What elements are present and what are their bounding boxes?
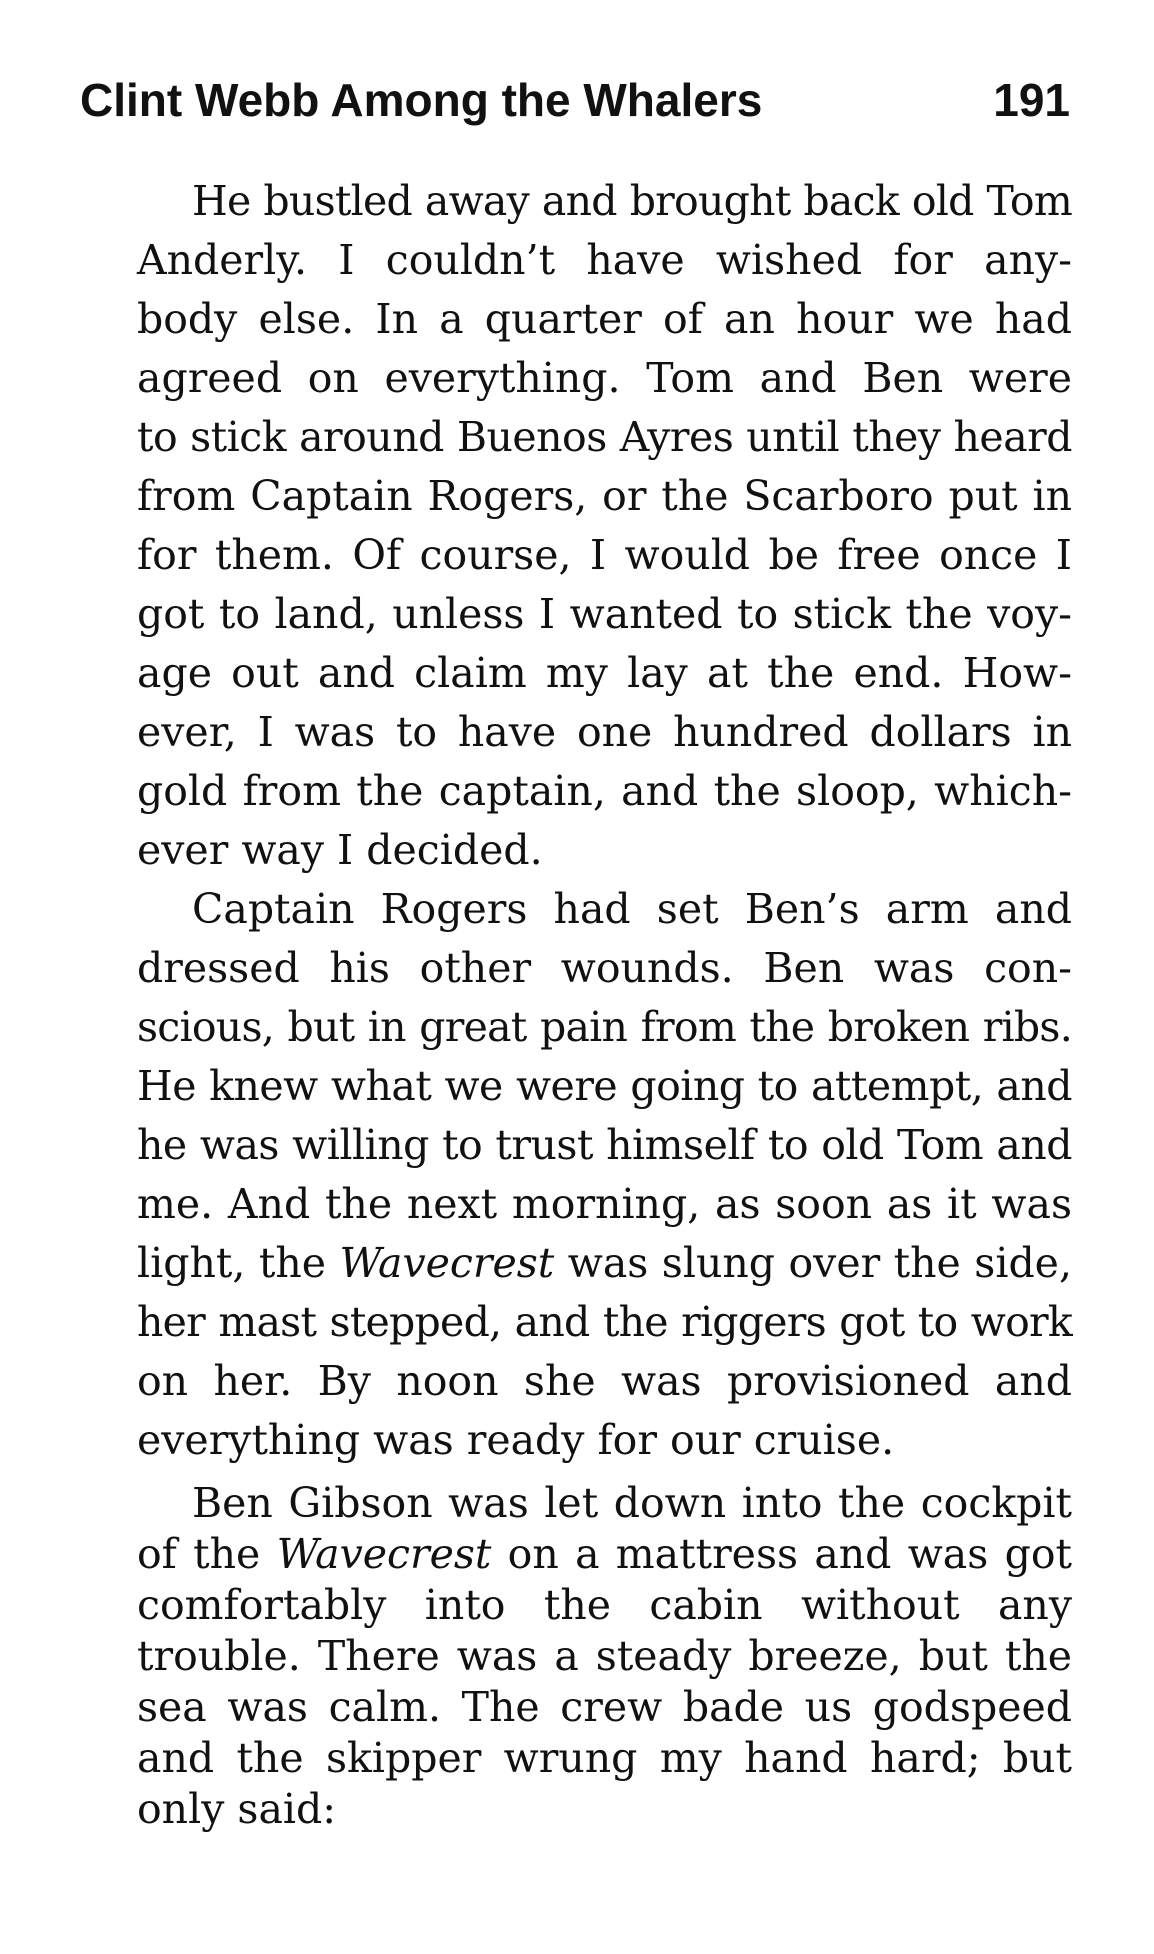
- text-segment: light, the: [137, 1239, 340, 1287]
- text-line: gold from the captain, and the sloop, which-: [137, 767, 1072, 815]
- running-header: [80, 70, 1070, 130]
- text-line: He knew what we were going to attempt, and: [137, 1062, 1072, 1110]
- text-line: trouble. There was a steady breeze, but the: [137, 1632, 1072, 1680]
- text-line-with-italic: [82, 1529, 1072, 1580]
- text-line: Ben Gibson was let down into the cockpit: [192, 1479, 1072, 1527]
- paragraph: [82, 880, 1072, 1470]
- text-line: he was willing to trust himself to old Tom and: [137, 1121, 1072, 1169]
- text-line: everything was ready for our cruise.: [137, 1416, 895, 1464]
- text-line: to stick around Buenos Ayres until they heard: [137, 413, 1072, 461]
- text-line: age out and claim my lay at the end. How-: [137, 649, 1072, 697]
- text-line: got to land, unless I wanted to stick the voy-: [137, 590, 1072, 638]
- text-segment: was slung over the side,: [554, 1239, 1072, 1287]
- ship-name-italic: Wavecrest: [276, 1530, 492, 1578]
- text-segment: of the: [137, 1530, 277, 1578]
- paragraph: [82, 172, 1072, 880]
- text-segment: on a mattress and was got: [491, 1530, 1072, 1578]
- running-title: Clint Webb Among the Whalers: [80, 74, 763, 126]
- text-line-with-italic: [82, 1234, 1072, 1293]
- body-text: [82, 172, 1072, 1835]
- ship-name-italic: Wavecrest: [339, 1239, 555, 1287]
- text-line: dressed his other wounds. Ben was con-: [137, 944, 1072, 992]
- text-line: Captain Rogers had set Ben’s arm and: [192, 885, 1072, 933]
- text-line: Anderly. I couldn’t have wished for any-: [137, 236, 1072, 284]
- text-line: scious, but in great pain from the broken ribs.: [137, 1003, 1072, 1051]
- text-line: ever, I was to have one hundred dollars in: [137, 708, 1072, 756]
- page-number: 191: [993, 74, 1070, 126]
- text-line: ever way I decided.: [137, 826, 543, 874]
- text-line: and the skipper wrung my hand hard; but: [137, 1734, 1072, 1782]
- text-line: for them. Of course, I would be free once I: [137, 531, 1072, 579]
- text-line: her mast stepped, and the riggers got to work: [137, 1298, 1072, 1346]
- text-line: on her. By noon she was provisioned and: [137, 1357, 1072, 1405]
- text-line: agreed on everything. Tom and Ben were: [137, 354, 1072, 402]
- text-line: comfortably into the cabin without any: [137, 1581, 1072, 1629]
- text-line: He bustled away and brought back old Tom: [192, 177, 1072, 225]
- text-line: me. And the next morning, as soon as it was: [137, 1180, 1072, 1228]
- paragraph: [82, 1478, 1072, 1835]
- text-line: sea was calm. The crew bade us godspeed: [137, 1683, 1072, 1731]
- text-line: body else. In a quarter of an hour we had: [137, 295, 1072, 343]
- text-line: only said:: [137, 1785, 337, 1833]
- text-line: from Captain Rogers, or the Scarboro put in: [137, 472, 1072, 520]
